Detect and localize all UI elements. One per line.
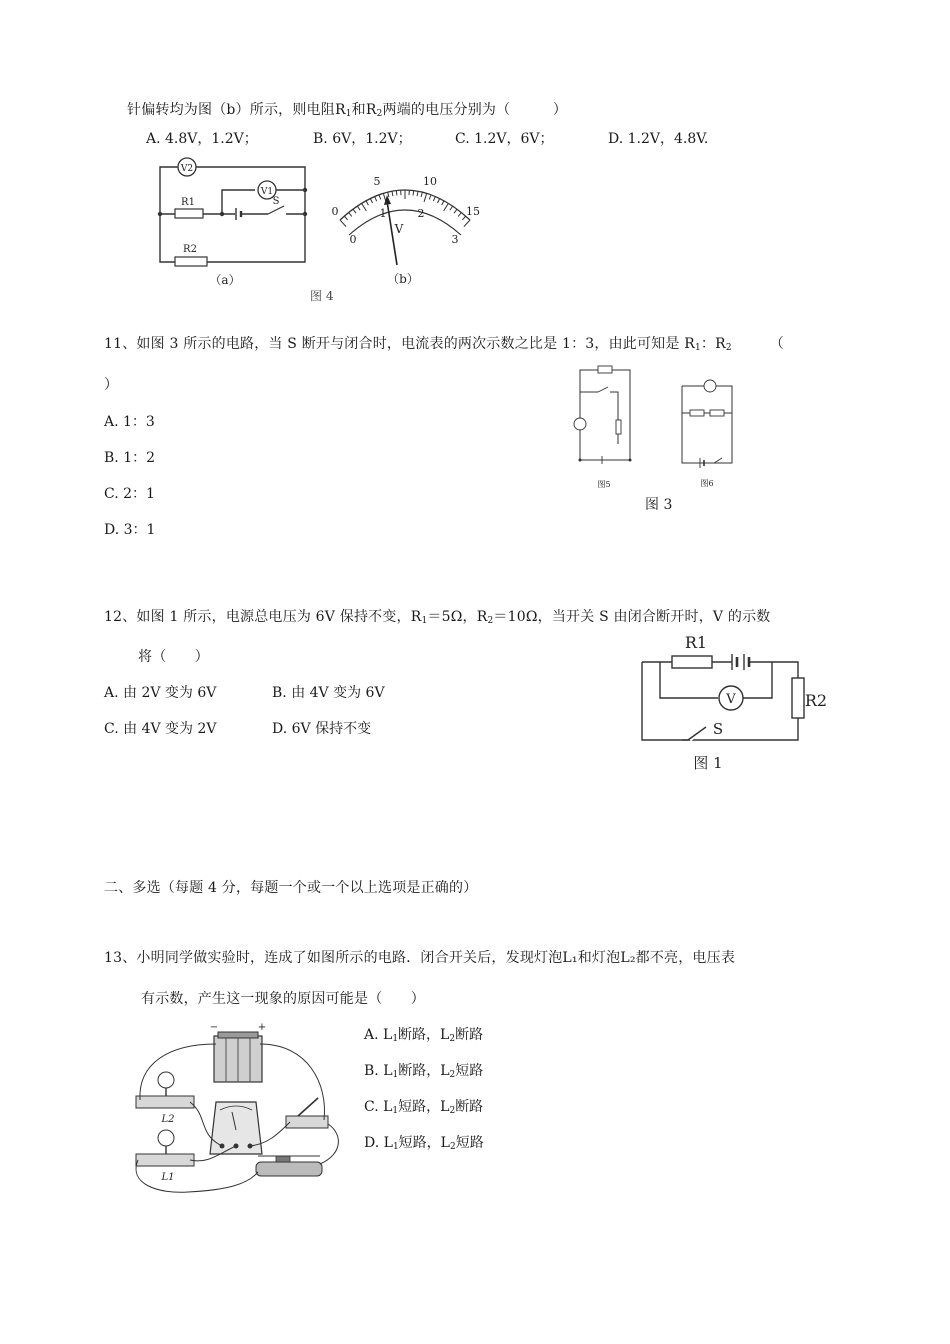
unit-label: V [394,222,404,236]
q12-circuit-diagram [636,628,836,778]
scale-tick [392,191,393,196]
q12-option-a[interactable]: A. 由 2V 变为 6V [104,685,217,701]
scale-lower-1: 1 [379,207,387,220]
scale-tick [464,220,470,227]
q10-stem: 针偏转均为图（b）所示，则电阻$R_1$和$R_2$两端的电压分别为（ ） [127,102,568,119]
scale-tick [370,199,372,203]
scale-tick [413,191,414,196]
figure-1-caption: 图 1 [693,754,723,772]
scale-tick [454,209,457,213]
scale-tick [375,197,377,202]
figure-4-caption: 图 4 [310,289,334,303]
scale-tick [388,192,389,197]
q10-circuit-diagram-a [150,152,320,292]
q10-voltmeter-scale-b [325,165,485,295]
q11-option-b[interactable]: B. 1：2 [104,450,156,466]
v2-label: V2 [180,164,194,174]
scale-tick [349,213,352,217]
r2-label: R2 [183,244,197,255]
q12-option-c[interactable]: C. 由 4V 变为 2V [104,721,217,737]
section-2-heading: 二、多选（每题 4 分，每题一个或一个以上选项是正确的） [104,880,478,896]
q13-option-a[interactable]: A. $L_1$断路，$L_2$断路 [364,1027,484,1044]
figure-3-caption: 图 3 [645,497,673,513]
scale-upper-10: 10 [423,175,437,188]
scale-tick [379,195,381,200]
r1-label: R1 [684,633,708,652]
q11-option-d[interactable]: D. 3：1 [104,522,156,538]
switch-label: S [712,720,724,738]
q11-stem: 11、如图 3 所示的电路，当 S 断开与闭合时，电流表的两次示数之比是 1：3，由此可知是 $R_1$：$R_2$ （ [104,336,784,353]
q10-option-b[interactable]: B. 6V，1.2V； [313,131,412,147]
q13-physical-circuit-illustration [128,1024,353,1199]
q11-stem-line2: ） [104,377,119,393]
scale-tick [340,220,346,227]
q11-option-a[interactable]: A. 1：3 [104,414,155,430]
scale-tick [442,201,444,205]
q12-option-b[interactable]: B. 由 4V 变为 6V [272,685,385,701]
scale-tick [437,199,439,203]
q13-stem: 13、小明同学做实验时，连成了如图所示的电路．闭合开关后，发现灯泡L₁和灯泡L₂都不亮，电压表 [104,950,736,966]
battery-plus-label: + [257,1022,267,1033]
q13-option-d[interactable]: D. $L_1$短路，$L_2$短路 [364,1135,484,1152]
q12-option-d[interactable]: D. 6V 保持不变 [272,721,372,737]
scale-lower-3: 3 [451,233,459,246]
scale-lower-0: 0 [349,233,357,246]
l2-label: L2 [161,1114,175,1125]
q13-stem-line2: 有示数，产生这一现象的原因可能是（ ） [141,991,425,1007]
scale-tick [458,213,461,217]
q10-option-a[interactable]: A. 4.8V，1.2V； [146,131,258,147]
l1-label: L1 [161,1172,175,1183]
battery-pack [210,1022,266,1082]
scale-tick [433,197,435,202]
caption-b: （b） [387,272,419,286]
scale-tick [357,206,360,210]
scale-tick [450,206,453,210]
v1-label: V1 [260,187,274,197]
q11-circuit-diagram-right [672,378,742,498]
q12-stem: 12、如图 1 所示，电源总电压为 6V 保持不变，$R_1=5\Omega$，$R_2=10\Omega$，当开关 S 由闭合断开时，V 的示数 [104,609,771,626]
scale-tick [444,203,449,211]
caption-a: （a） [209,273,241,287]
q10-option-d[interactable]: D. 1.2V，4.8V. [608,131,709,147]
scale-tick [366,201,368,205]
q11-option-c[interactable]: C. 2：1 [104,486,155,502]
scale-upper-5: 5 [373,175,381,188]
knife-switch [286,1098,328,1128]
q10-option-c[interactable]: C. 1.2V，6V； [455,131,554,147]
scale-tick [424,193,427,202]
q12-stem-line2: 将（ ） [138,649,209,665]
scale-tick [417,191,418,196]
q13-option-b[interactable]: B. $L_1$断路，$L_2$短路 [364,1063,484,1080]
q13-option-c[interactable]: C. $L_1$短路，$L_2$断路 [364,1099,484,1116]
scale-upper-0: 0 [331,205,339,218]
scale-tick [353,209,356,213]
r2-label: R2 [804,691,828,710]
scale-upper-15: 15 [466,205,480,218]
battery-minus-label: − [209,1022,219,1033]
fig6-caption: 图6 [700,479,714,488]
rheostat [256,1156,322,1176]
bulb-l1 [136,1130,194,1183]
voltmeter-label: V [726,692,736,707]
scale-tick [396,191,397,196]
scale-tick [362,203,367,211]
scale-tick [421,192,422,197]
scale-tick [344,216,347,220]
scale-tick [429,195,431,200]
q11-circuit-diagram-left [572,362,642,497]
scale-lower-2: 2 [417,207,425,220]
switch-label: S [272,196,280,207]
bulb-l2 [136,1072,194,1125]
r1-label: R1 [181,197,195,208]
fig5-caption: 图5 [597,480,611,489]
